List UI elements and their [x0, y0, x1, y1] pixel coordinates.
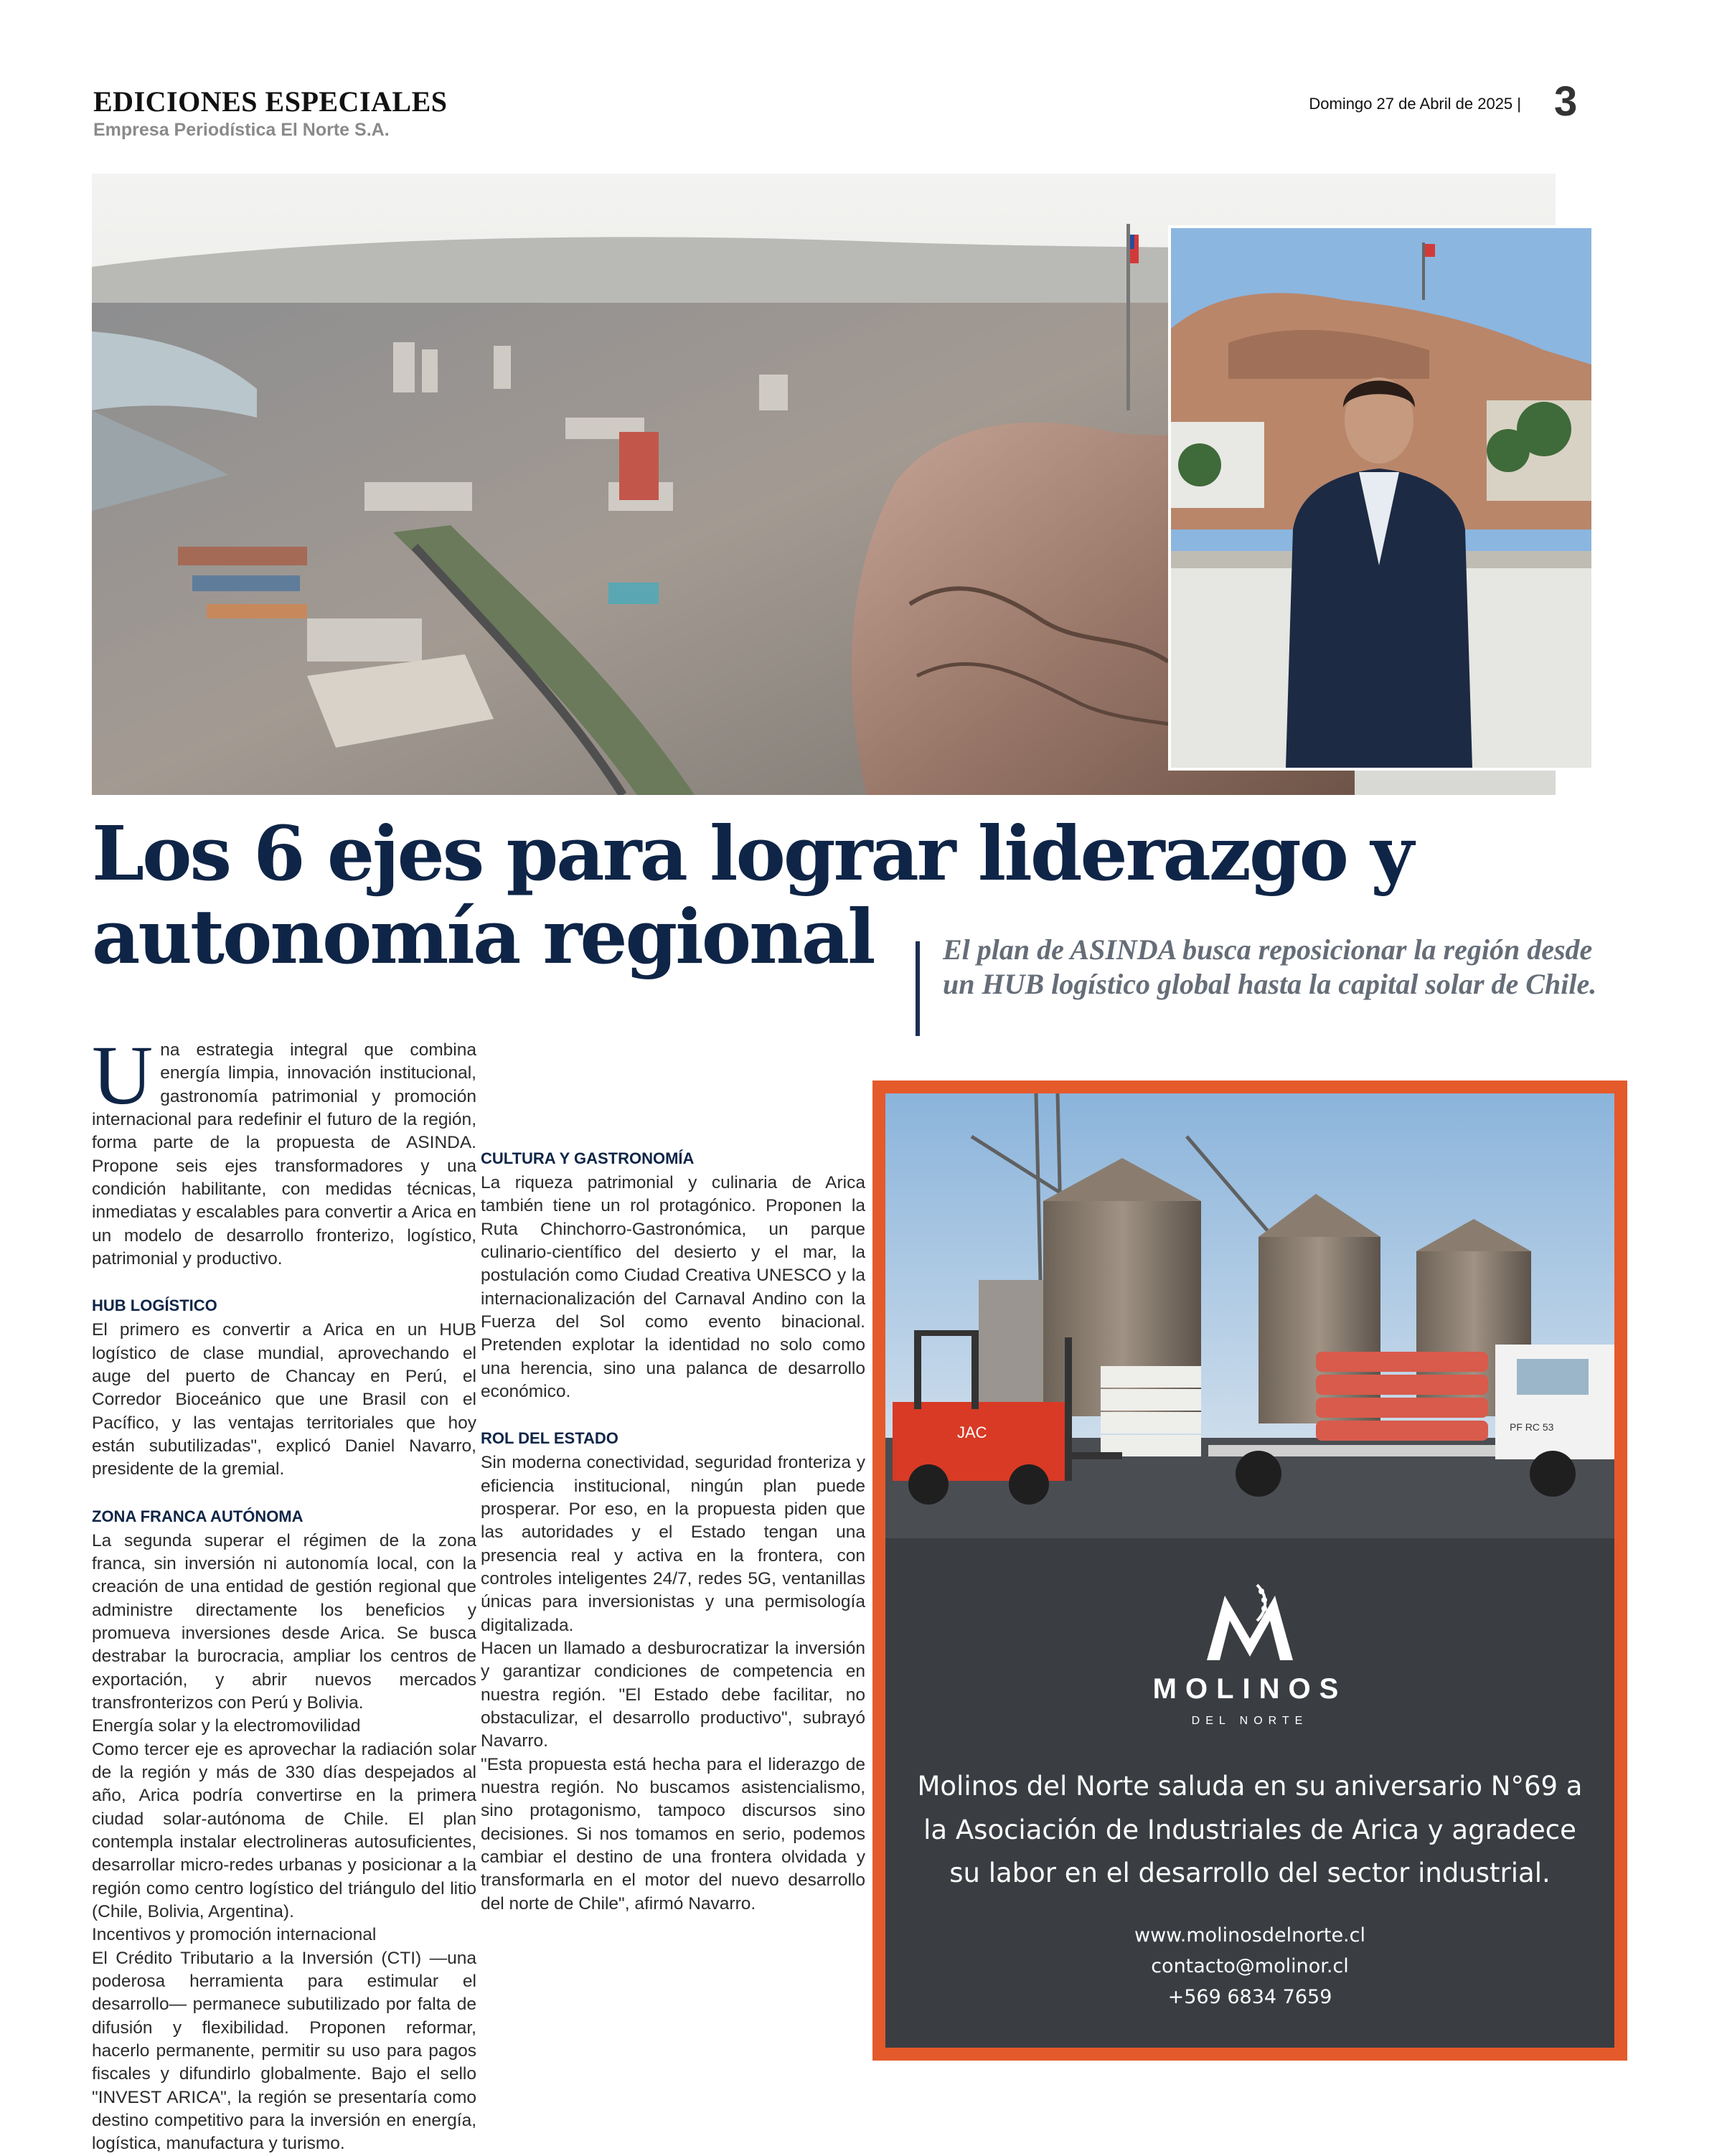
advertisement-molinos-del-norte: [872, 1081, 1627, 2061]
subhead-hub-logistico: HUB LOGÍSTICO: [92, 1296, 217, 1315]
brand-subtitle: DEL NORTE: [1191, 1715, 1309, 1727]
drop-cap: U: [92, 1028, 154, 1122]
inline-heading-incentivos: Incentivos y promoción internacional: [92, 1925, 377, 1945]
molinos-logo-icon: [1200, 1581, 1300, 1667]
subhead-rol-estado: ROL DEL ESTADO: [481, 1429, 618, 1448]
ad-contact-block: [885, 1920, 1614, 2013]
issue-date: Domingo 27 de Abril de 2025 |: [1309, 95, 1521, 113]
paragraph-zona-franca: La segunda superar el régimen de la zona franca, sin inversión ni autonomía local, con la creación de una entidad de gestión regional que administre directamente los beneficios y promueva inversiones desde Arica. Se busca destrabar la burocracia, ampliar los centros de exportación, y abrir nuevos mercados transfronterizos con Perú y Bolivia.: [92, 1530, 476, 1713]
paragraph-incentivos: El Crédito Tributario a la Inversión (CTI) —una poderosa herramienta para estimular el desarrollo— permanece subutilizado por falta de difusión y flexibilidad. Proponen reformar, hacerlo permanente, permitir su uso para pagos fiscales y difundirlo globalmente. Bajo el sello "INVEST ARICA", la región se presentaría como destino competitivo para la inversión en energía, logística, manufactura y turismo.: [92, 1948, 476, 2154]
paragraph-rol-estado-3: "Esta propuesta está hecha para el liderazgo de nuestra región. No buscamos asistencialismo, sino protagonismo, tampoco discursos sino decisiones. Si nos tomamos en serio, podemos cambiar el destino de una frontera olvidada y transformarla en el motor del nuevo desarrollo del norte de Chile", afirmó Navarro.: [481, 1754, 865, 1913]
masthead: [93, 85, 448, 141]
inline-heading-energia: Energía solar y la electromovilidad: [92, 1716, 361, 1736]
truck-plate: PF RC 53: [1510, 1421, 1554, 1433]
article-headline: Los 6 ejes para lograr liderazgo y autonomía regional: [92, 809, 1412, 982]
ad-photo-silos-truck: [885, 1093, 1614, 1538]
article-column-2: [481, 1148, 865, 1916]
page-number: 3: [1554, 78, 1578, 125]
ad-panel: [885, 1093, 1614, 2048]
section-name: EDICIONES ESPECIALES: [93, 85, 448, 118]
inset-photo-portrait: [1168, 225, 1594, 771]
paragraph-hub-logistico: El primero es convertir a Arica en un HUB logístico de clase mundial, aprovechando el auge del puerto de Chancay en Perú, el Corredor Bioceánico que une Brasil con el Pacífico, y las ventajas territoriales que hoy están subutilizadas", explicó Daniel Navarro, presidente de la gremial.: [92, 1320, 476, 1479]
paragraph-rol-estado-1: Sin moderna conectividad, seguridad fronteriza y eficiencia institucional, ningún plan puede prosperar. Por eso, en la propuesta piden que las autoridades y el Estado tengan una presencia real y activa en la frontera, con controles inteligentes 24/7, redes 5G, ventanillas únicas para inversionistas y una permisología digitalizada.: [481, 1453, 865, 1635]
subhead-cultura: CULTURA Y GASTRONOMÍA: [481, 1149, 695, 1167]
forklift-label: JAC: [957, 1423, 987, 1441]
lede-text: na estrategia integral que combina energía limpia, innovación institucional, gastronomía patrimonial y promoción internacional para redefinir el futuro de la región, forma parte de la propuesta de ASINDA. Propone seis ejes transformadores y una condición habilitante, con medidas técnicas, inmediatas y escalables para convertir a Arica en un modelo de desarrollo fronterizo, logístico, patrimonial y productivo.: [92, 1040, 476, 1268]
ad-website-link[interactable]: www.molinosdelnorte.cl: [1134, 1924, 1365, 1946]
ad-phone: +569 6834 7659: [1167, 1986, 1332, 2009]
article-column-1: [92, 1028, 476, 2156]
brand-name: MOLINOS: [1152, 1673, 1347, 1705]
ad-message: Molinos del Norte saluda en su aniversario N°69 a la Asociación de Industriales de Arica y agradece su labor en el desarrollo del sector industrial.: [917, 1771, 1583, 1889]
paragraph-energia: Como tercer eje es aprovechar la radiación solar de la región y más de 330 días despejados al año, Arica podría convertirse en la primera ciudad solar-autónoma de Chile. El plan contempla instalar electrolineras autosuficientes, desarrollar micro-redes urbanas y posicionar a la región como centro logístico del triángulo del litio (Chile, Bolivia, Argentina).: [92, 1739, 476, 1921]
article-deck: El plan de ASINDA busca reposicionar la región desde un HUB logístico global hasta la capital solar de Chile.: [943, 933, 1597, 1000]
deck-divider: [916, 941, 920, 1036]
article-lede: [92, 1028, 476, 1271]
paragraph-rol-estado-2: Hacen un llamado a desburocratizar la inversión y garantizar condiciones de competencia en nuestra región. "El Estado debe facilitar, no obstaculizar, el desarrollo productivo", subrayó Navarro.: [481, 1638, 865, 1751]
subhead-zona-franca: ZONA FRANCA AUTÓNOMA: [92, 1507, 304, 1525]
paragraph-cultura: La riqueza patrimonial y culinaria de Arica también tiene un rol protagónico. Proponen la Ruta Chinchorro-Gastronómica, un parque culinario-científico del desierto y el mar, la postulación como Ciudad Creativa UNESCO y la internacionalización del Carnaval Andino con la Fuerza del Sol como evento binacional. Pretenden explotar la identidad no solo como una herencia, sino una palanca de desarrollo económico.: [481, 1173, 865, 1401]
ad-email-link[interactable]: contacto@molinor.cl: [1151, 1955, 1349, 1978]
publisher-name: Empresa Periodística El Norte S.A.: [93, 120, 390, 140]
